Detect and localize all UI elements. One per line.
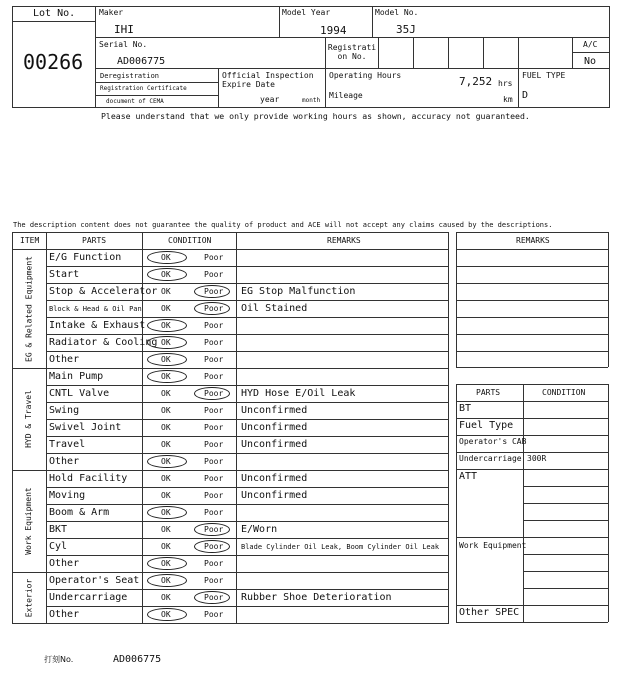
rule (523, 520, 608, 521)
condition-ok: OK (161, 474, 171, 483)
rule (236, 232, 237, 623)
condition-poor: Poor (204, 253, 224, 262)
rule (46, 470, 448, 471)
serial-label: Serial No. (99, 40, 148, 49)
lot-label: Lot No. (33, 8, 76, 19)
disclaimer: The description content does not guarantee the quality of product and ACE will not accept any claims caused by the descriptions. (13, 221, 553, 229)
ok-circle-mark (147, 506, 187, 519)
rule (12, 232, 448, 233)
col-item-header: ITEM (20, 236, 40, 245)
model-year-value: 1994 (320, 24, 347, 37)
condition-ok: OK (161, 287, 171, 296)
remark-text: E/Worn (241, 524, 278, 535)
maker-label: Maker (99, 8, 124, 17)
rule (46, 351, 448, 352)
condition-poor: Poor (204, 372, 224, 381)
condition-ok: OK (161, 372, 171, 381)
rule (46, 266, 448, 267)
part-name: Intake & Exhaust (49, 320, 146, 331)
rule (46, 385, 448, 386)
model-no-label: Model No. (375, 8, 419, 17)
poor-circle-mark (194, 591, 230, 604)
mileage-label: Mileage (329, 91, 363, 100)
rule (456, 351, 608, 352)
condition-ok: OK (161, 338, 171, 347)
condition-ok: OK (161, 525, 171, 534)
condition-poor: Poor (204, 338, 224, 347)
rule (523, 571, 608, 572)
rule (12, 623, 449, 624)
condition-ok: OK (161, 559, 171, 568)
remark-text: HYD Hose E/Oil Leak (241, 388, 356, 399)
rule (46, 368, 448, 369)
condition-ok: OK (161, 593, 171, 602)
rule (46, 555, 448, 556)
part-name: Block & Head & Oil Pan (49, 305, 142, 313)
condition-ok: OK (161, 304, 171, 313)
stamp-number: AD006775 (113, 654, 162, 665)
condition-poor: Poor (204, 508, 224, 517)
part-name: Undercarriage (49, 592, 128, 603)
rule (46, 300, 448, 301)
group-label: EG & Related Equipment (24, 255, 33, 362)
condition-poor: Poor (204, 389, 224, 398)
condition-ok: OK (161, 440, 171, 449)
group-label: Work Equipment (24, 487, 33, 555)
fuel-type-label: FUEL TYPE (522, 71, 566, 80)
remark-text: EG Stop Malfunction (241, 286, 356, 297)
year-label: year (260, 95, 280, 104)
model-year-label: Model Year (282, 8, 331, 17)
hours-value: 7,252 (459, 75, 493, 88)
reg-cert-label: Registration Certificate (100, 85, 187, 92)
rule (523, 588, 608, 589)
maker-value: IHI (114, 23, 134, 36)
rule (456, 249, 608, 250)
condition-ok: OK (161, 491, 171, 500)
header-frame (12, 6, 610, 108)
rule (456, 232, 608, 233)
condition-ok: OK (161, 253, 171, 262)
rule (46, 606, 448, 607)
right-remarks-header: REMARKS (516, 236, 550, 245)
spec-part: Operator's CAB (459, 437, 527, 446)
part-name: Operator's Seat (49, 575, 140, 586)
rule (12, 232, 13, 623)
rule (46, 453, 448, 454)
rule (46, 232, 47, 623)
part-name: Stop & Accelerator (49, 286, 158, 297)
spec-part: BT (459, 403, 472, 414)
spec-part: ATT (459, 471, 478, 482)
rule (46, 419, 448, 420)
part-name: Moving (49, 490, 86, 501)
spec-part: Work Equipment (459, 541, 527, 550)
condition-poor: Poor (204, 474, 224, 483)
rule (456, 232, 457, 249)
condition-poor: Poor (204, 440, 224, 449)
condition-poor: Poor (204, 406, 224, 415)
rule (46, 572, 448, 573)
rule (456, 605, 608, 606)
rule (46, 589, 448, 590)
condition-poor: Poor (204, 525, 224, 534)
part-name: Other (49, 354, 80, 365)
ok-circle-mark (147, 370, 187, 383)
rule (46, 436, 448, 437)
condition-ok: OK (161, 542, 171, 551)
rule (46, 504, 448, 505)
part-name: Hold Facility (49, 473, 128, 484)
part-name: Swing (49, 405, 80, 416)
ok-circle-mark (147, 608, 187, 621)
part-name: Swivel Joint (49, 422, 122, 433)
condition-poor: Poor (204, 593, 224, 602)
rule (523, 486, 608, 487)
ok-circle-mark (147, 319, 187, 332)
part-name: Main Pump (49, 371, 104, 382)
spec-condition: 300R (527, 454, 547, 463)
ok-circle-mark (147, 268, 187, 281)
rule (456, 367, 608, 368)
condition-ok: OK (161, 423, 171, 432)
condition-ok: OK (161, 457, 171, 466)
part-name: Other (49, 456, 80, 467)
registration-label: Registrati on No. (327, 43, 377, 62)
cema-label: document of CEMA (106, 98, 164, 105)
hours-notice: Please understand that we only provide working hours as shown, accuracy not guaranteed. (101, 111, 530, 121)
rule (456, 418, 608, 419)
rule (456, 435, 608, 436)
rule (456, 266, 608, 267)
col-remarks-header: REMARKS (327, 236, 361, 245)
col-parts-header: PARTS (82, 236, 107, 245)
ac-value: No (584, 56, 597, 67)
col-condition-header: CONDITION (168, 236, 212, 245)
poor-circle-mark (194, 387, 230, 400)
rule (456, 300, 608, 301)
rule (456, 317, 608, 318)
rule (456, 283, 608, 284)
remark-text: Rubber Shoe Deterioration (241, 592, 392, 603)
dereg-label: Deregistration (100, 72, 160, 80)
remark-text: Unconfirmed (241, 439, 308, 450)
group-label: HYD & Travel (24, 390, 33, 448)
ok-circle-mark (147, 353, 187, 366)
part-name: BKT (49, 524, 68, 535)
condition-poor: Poor (204, 610, 224, 619)
rule (46, 402, 448, 403)
lot-number: 00266 (23, 50, 84, 74)
hours-label: Operating Hours (329, 71, 402, 80)
condition-poor: Poor (204, 457, 224, 466)
right-condition-header: CONDITION (542, 388, 586, 397)
rule (46, 317, 448, 318)
spec-part: Undercarriage (459, 454, 522, 463)
rule (456, 334, 608, 335)
condition-poor: Poor (204, 559, 224, 568)
rule (456, 537, 608, 538)
part-name: Boom & Arm (49, 507, 110, 518)
part-name: Other (49, 609, 80, 620)
part-name: Cyl (49, 541, 68, 552)
rule (46, 521, 448, 522)
remark-text: Unconfirmed (241, 490, 308, 501)
remark-text: Oil Stained (241, 303, 308, 314)
rule (46, 538, 448, 539)
ok-circle-mark (147, 251, 187, 264)
rule (456, 384, 457, 622)
remark-text: Unconfirmed (241, 422, 308, 433)
rule (456, 384, 608, 385)
remark-text: Blade Cylinder Oil Leak, Boom Cylinder Oil Leak (241, 543, 440, 551)
condition-poor: Poor (204, 423, 224, 432)
poor-circle-mark (194, 285, 230, 298)
poor-circle-mark (194, 523, 230, 536)
condition-poor: Poor (204, 576, 224, 585)
condition-ok: OK (161, 610, 171, 619)
condition-poor: Poor (204, 321, 224, 330)
rule (46, 334, 448, 335)
ac-label: A/C (583, 40, 598, 49)
condition-poor: Poor (204, 270, 224, 279)
rule (608, 249, 609, 367)
rule (12, 249, 448, 250)
stamp-label: 打刻No. (44, 655, 74, 664)
part-name: CNTL Valve (49, 388, 110, 399)
rule (608, 384, 609, 622)
remark-text: Unconfirmed (241, 473, 308, 484)
condition-ok: OK (161, 389, 171, 398)
spec-part: Fuel Type (459, 420, 514, 431)
ok-circle-mark (147, 574, 187, 587)
rule (46, 487, 448, 488)
expire-label: Expire Date (222, 80, 275, 89)
rule (456, 249, 457, 367)
condition-poor: Poor (204, 287, 224, 296)
condition-ok: OK (161, 508, 171, 517)
inspection-label: Official Inspection (222, 71, 314, 80)
part-name: Travel (49, 439, 86, 450)
condition-poor: Poor (204, 355, 224, 364)
condition-ok: OK (161, 576, 171, 585)
part-name: E/G Function (49, 252, 122, 263)
ok-circle-mark (147, 336, 187, 349)
rule (456, 469, 608, 470)
condition-poor: Poor (204, 542, 224, 551)
rule (456, 452, 608, 453)
condition-ok: OK (161, 355, 171, 364)
condition-poor: Poor (204, 491, 224, 500)
spec-part: Other SPEC (459, 607, 520, 618)
condition-ok: OK (161, 321, 171, 330)
part-name: Other (49, 558, 80, 569)
ok-circle-mark (147, 455, 187, 468)
part-name: Radiator & Cooling (49, 337, 158, 348)
rule (523, 503, 608, 504)
poor-circle-mark (194, 540, 230, 553)
condition-poor: Poor (204, 304, 224, 313)
rule (456, 401, 608, 402)
rule (46, 283, 448, 284)
group-label: Exterior (24, 578, 33, 617)
serial-value: AD006775 (117, 56, 166, 67)
poor-circle-mark (194, 302, 230, 315)
rule (456, 622, 608, 623)
hours-unit: hrs (498, 79, 513, 88)
rule (608, 232, 609, 249)
rule (448, 232, 449, 623)
rule (523, 554, 608, 555)
condition-ok: OK (161, 406, 171, 415)
part-name: Start (49, 269, 80, 280)
km-unit: km (503, 95, 513, 104)
fuel-type-value: D (522, 90, 529, 101)
right-parts-header: PARTS (476, 388, 501, 397)
ok-circle-mark (147, 557, 187, 570)
month-label: month (302, 97, 321, 104)
remark-text: Unconfirmed (241, 405, 308, 416)
model-no-value: 35J (396, 23, 416, 36)
condition-ok: OK (161, 270, 171, 279)
